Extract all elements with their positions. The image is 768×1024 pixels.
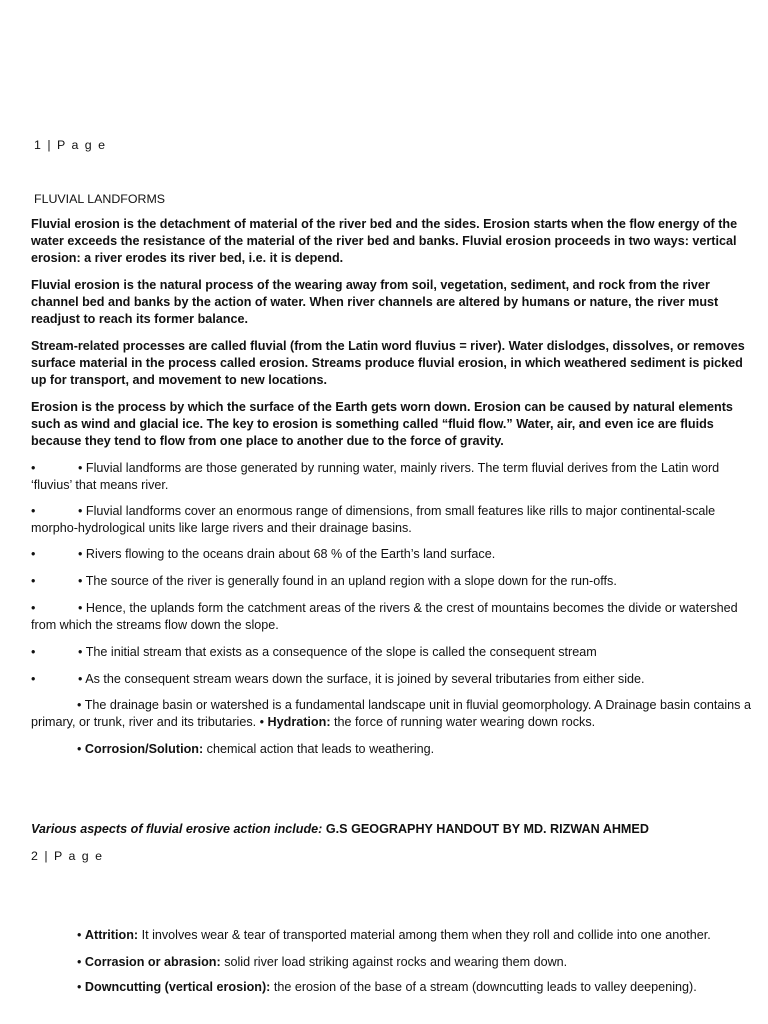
item-term: Corrasion or abrasion: — [84, 955, 221, 969]
inner-bullet-icon: • — [259, 715, 265, 729]
item-text: It involves wear & tear of transported material among them when they roll and collide into one another. — [141, 928, 711, 942]
list-item — [77, 979, 757, 996]
paragraph-4: Erosion is the process by which the surface of the Earth gets worn down. Erosion can be caused by natural elements such as wind and glacial ice. The key to erosion is something called “fluid flow.” Water, air, and even ice are fluids because they tend to flow from one place to another due to the force of gravity. — [31, 400, 733, 448]
corrosion-text: chemical action that leads to weathering. — [206, 742, 435, 756]
bullet-icon: • — [31, 504, 36, 518]
inner-bullet-icon: • — [77, 742, 82, 756]
paragraph-2: Fluvial erosion is the natural process of the wearing away from soil, vegetation, sediment, and rock from the river channel bed and banks by the action of water. When river channels are altered by humans or nature, the river must readjust to reach its former balance. — [31, 278, 719, 326]
bullet-icon: • — [31, 601, 36, 615]
list-item — [31, 644, 757, 661]
drainage-text: The drainage basin or watershed is a fundamental landscape unit in fluvial geomorphology. A Drainage basin contains a primary, or trunk, river and its tributaries. — [31, 698, 751, 729]
inner-bullet-icon: • — [78, 504, 83, 518]
handout-title: G.S GEOGRAPHY HANDOUT BY MD. RIZWAN AHMED — [325, 822, 649, 836]
inner-bullet-icon: • — [77, 955, 82, 969]
list-item-text: Rivers flowing to the oceans drain about 68 % of the Earth’s land surface. — [85, 547, 496, 561]
list-item-text: Fluvial landforms are those generated by running water, mainly rivers. The term fluvial derives from the Latin word ‘fluvius’ that means river. — [31, 461, 720, 492]
aspects-intro: Various aspects of fluvial erosive action include: — [31, 822, 323, 836]
inner-bullet-icon: • — [78, 601, 83, 615]
bullet-icon: • — [31, 547, 36, 561]
list-item — [31, 600, 757, 634]
list-item — [31, 546, 757, 563]
bullet-icon: • — [31, 672, 36, 686]
inner-bullet-icon: • — [78, 672, 83, 686]
page-number-1: 1 | P a g e — [34, 138, 107, 152]
inner-bullet-icon: • — [77, 698, 82, 712]
inner-bullet-icon: • — [77, 928, 82, 942]
corrosion-term: Corrosion/Solution: — [84, 742, 204, 756]
footer-line — [31, 821, 757, 838]
page-number-2: 2 | P a g e — [31, 849, 104, 863]
list-item — [31, 460, 757, 494]
list-item-text: Fluvial landforms cover an enormous range of dimensions, from small features like rills to major continental-scale morpho-hydrological units like large rivers and their drainage basins. — [31, 504, 716, 535]
hydration-text: the force of running water wearing down rocks. — [334, 715, 596, 729]
list-item — [77, 954, 757, 971]
item-text: the erosion of the base of a stream (downcutting leads to valley deepening). — [273, 980, 697, 994]
list-item — [31, 503, 757, 537]
paragraph-1: Fluvial erosion is the detachment of material of the river bed and the sides. Erosion starts when the flow energy of the water exceeds the resistance of the material of the river bed and banks. Fluvial erosion proceeds in two ways: vertical erosion: a river erodes its river bed, i.e. it is depend. — [31, 217, 738, 265]
inner-bullet-icon: • — [78, 547, 83, 561]
list-item-text: The source of the river is generally found in an upland region with a slope down for the run-offs. — [85, 574, 617, 588]
item-term: Downcutting (vertical erosion): — [84, 980, 271, 994]
corrosion-item — [77, 741, 757, 758]
inner-bullet-icon: • — [77, 980, 82, 994]
list-item-text: The initial stream that exists as a consequence of the slope is called the consequent stream — [85, 645, 597, 659]
list-item-text: As the consequent stream wears down the surface, it is joined by several tributaries from either side. — [85, 672, 645, 686]
paragraph-3: Stream-related processes are called fluvial (from the Latin word fluvius = river). Water dislodges, dissolves, or removes surface material in the process called erosion. Streams produce fluvial erosion, in which weathered sediment is picked up for transport, and movement to new locations. — [31, 339, 745, 387]
inner-bullet-icon: • — [78, 461, 83, 475]
bullet-icon: • — [31, 574, 36, 588]
item-term: Attrition: — [84, 928, 139, 942]
list-item — [77, 927, 757, 944]
bullet-icon: • — [31, 645, 36, 659]
list-item — [31, 573, 757, 590]
list-item-text: Hence, the uplands form the catchment areas of the rivers & the crest of mountains becomes the divide or watershed from which the streams flow down the slope. — [31, 601, 738, 632]
hydration-term: Hydration: — [267, 715, 331, 729]
bullet-icon: • — [31, 461, 36, 475]
inner-bullet-icon: • — [78, 574, 83, 588]
drainage-paragraph — [31, 697, 757, 731]
list-item — [31, 671, 757, 688]
section-title: FLUVIAL LANDFORMS — [34, 192, 166, 206]
item-text: solid river load striking against rocks and wearing them down. — [224, 955, 568, 969]
inner-bullet-icon: • — [78, 645, 83, 659]
